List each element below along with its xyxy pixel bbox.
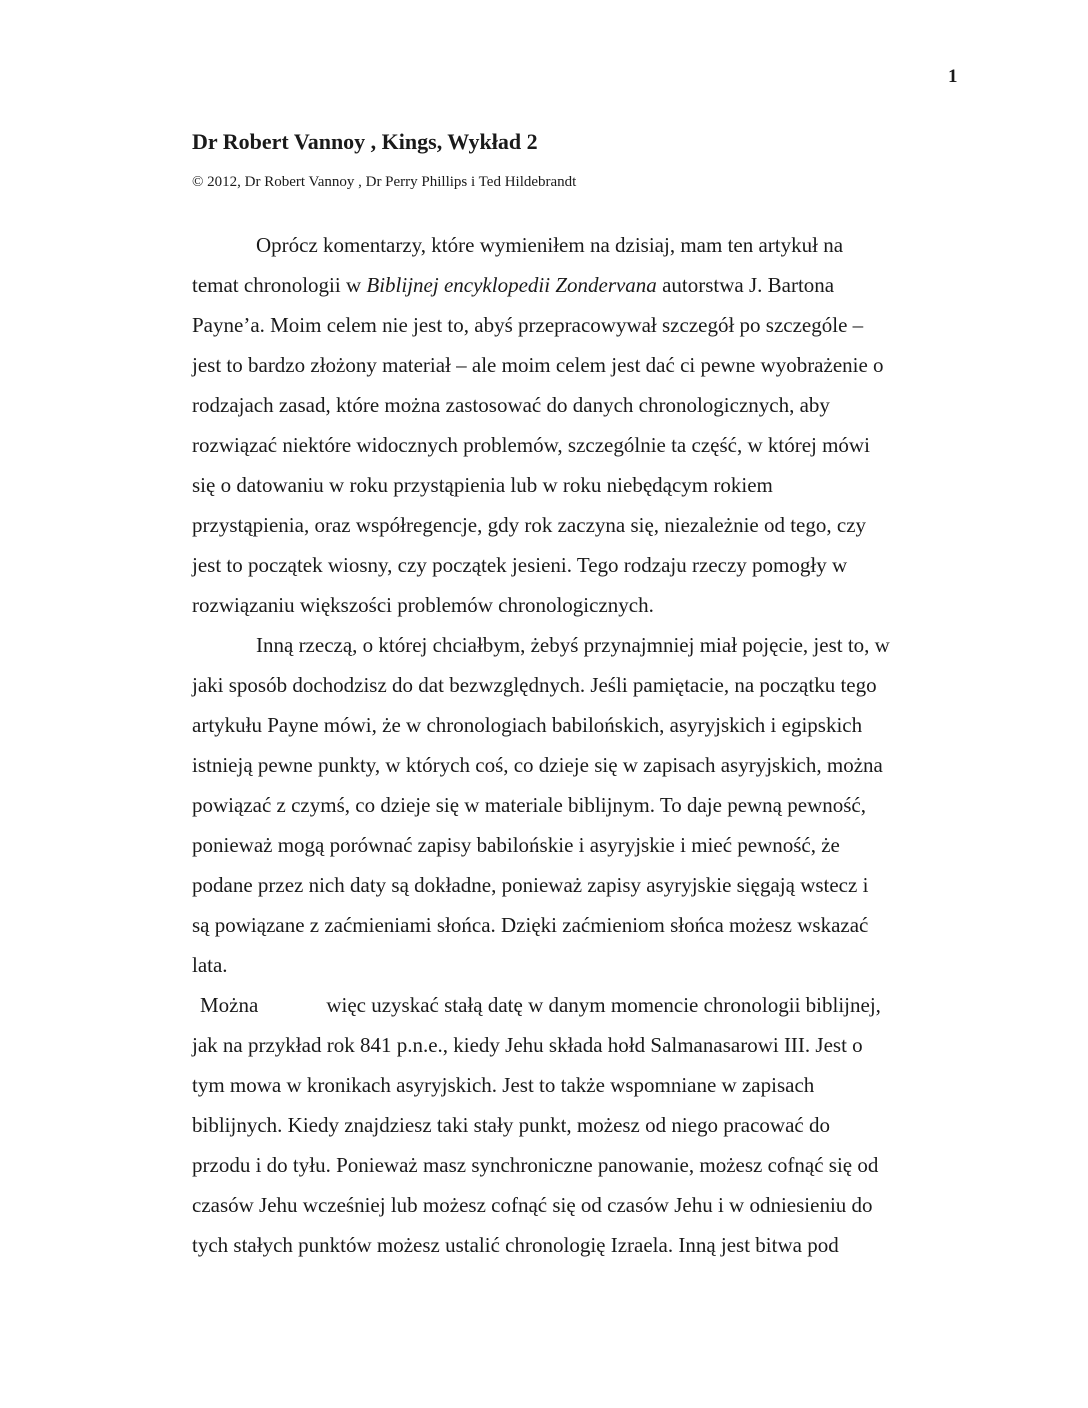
- text-line: biblijnych. Kiedy znajdziesz taki stały punkt, możesz od niego pracować do: [192, 1113, 830, 1137]
- text-line: artykułu Payne mówi, że w chronologiach babilońskich, asyryjskich i egipskich: [192, 713, 863, 737]
- text-line: rozwiązać niektóre widocznych problemów, szczególnie ta część, w której mówi: [192, 433, 870, 457]
- text-line: jak na przykład rok 841 p.n.e., kiedy Jehu składa hołd Salmanasarowi III. Jest o: [192, 1033, 863, 1057]
- text-segment: więc uzyskać stałą datę w danym momencie chronologii biblijnej,: [326, 993, 881, 1017]
- text-line: [192, 265, 992, 305]
- text-line: powiązać z czymś, co dzieje się w materiale biblijnym. To daje pewną pewność,: [192, 793, 866, 817]
- text-line: przodu i do tyłu. Ponieważ masz synchroniczne panowanie, możesz cofnąć się od: [192, 1153, 879, 1177]
- paragraph-3: [192, 985, 992, 1265]
- text-segment: Można: [200, 993, 259, 1017]
- italic-book-title: Biblijnej encyklopedii Zondervana: [366, 273, 657, 297]
- page-number: 1: [948, 66, 958, 87]
- copyright-line: © 2012, Dr Robert Vannoy , Dr Perry Phillips i Ted Hildebrandt: [192, 174, 577, 190]
- text-line: rodzajach zasad, które można zastosować do danych chronologicznych, aby: [192, 393, 830, 417]
- text-line: Inną rzeczą, o której chciałbym, żebyś przynajmniej miał pojęcie, jest to, w: [256, 633, 890, 657]
- text-line: rozwiązaniu większości problemów chronologicznych.: [192, 593, 654, 617]
- text-line: lata.: [192, 953, 228, 977]
- text-line: tych stałych punktów możesz ustalić chronologię Izraela. Inną jest bitwa pod: [192, 1233, 839, 1257]
- text-line: tym mowa w kronikach asyryjskich. Jest to także wspomniane w zapisach: [192, 1073, 815, 1097]
- text-line: podane przez nich daty są dokładne, ponieważ zapisy asyryjskie sięgają wstecz i: [192, 873, 869, 897]
- paragraph-1: [192, 225, 992, 625]
- paragraph-2: [192, 625, 992, 985]
- text-line: jaki sposób dochodzisz do dat bezwzględnych. Jeśli pamiętacie, na początku tego: [192, 673, 877, 697]
- text-segment: autorstwa J. Bartona: [656, 273, 835, 297]
- text-line: [192, 985, 992, 1025]
- text-line: Oprócz komentarzy, które wymieniłem na dzisiaj, mam ten artykuł na: [256, 233, 844, 257]
- document-title: Dr Robert Vannoy , Kings, Wykład 2: [192, 129, 538, 154]
- body-text: [192, 225, 992, 1265]
- text-line: ponieważ mogą porównać zapisy babilońskie i asyryjskie i mieć pewność, że: [192, 833, 840, 857]
- text-line: jest to bardzo złożony materiał – ale moim celem jest dać ci pewne wyobrażenie o: [192, 353, 884, 377]
- text-line: przystąpienia, oraz współregencje, gdy rok zaczyna się, niezależnie od tego, czy: [192, 513, 867, 537]
- text-line: jest to początek wiosny, czy początek jesieni. Tego rodzaju rzeczy pomogły w: [192, 553, 848, 577]
- text-segment: temat chronologii w: [192, 273, 367, 297]
- text-line: istnieją pewne punkty, w których coś, co dzieje się w zapisach asyryjskich, można: [192, 753, 883, 777]
- text-line: są powiązane z zaćmieniami słońca. Dzięki zaćmieniom słońca możesz wskazać: [192, 913, 869, 937]
- text-line: Payne’a. Moim celem nie jest to, abyś przepracowywał szczegół po szczególe –: [192, 313, 864, 337]
- text-line: czasów Jehu wcześniej lub możesz cofnąć się od czasów Jehu i w odniesieniu do: [192, 1193, 873, 1217]
- text-line: się o datowaniu w roku przystąpienia lub w roku niebędącym rokiem: [192, 473, 773, 497]
